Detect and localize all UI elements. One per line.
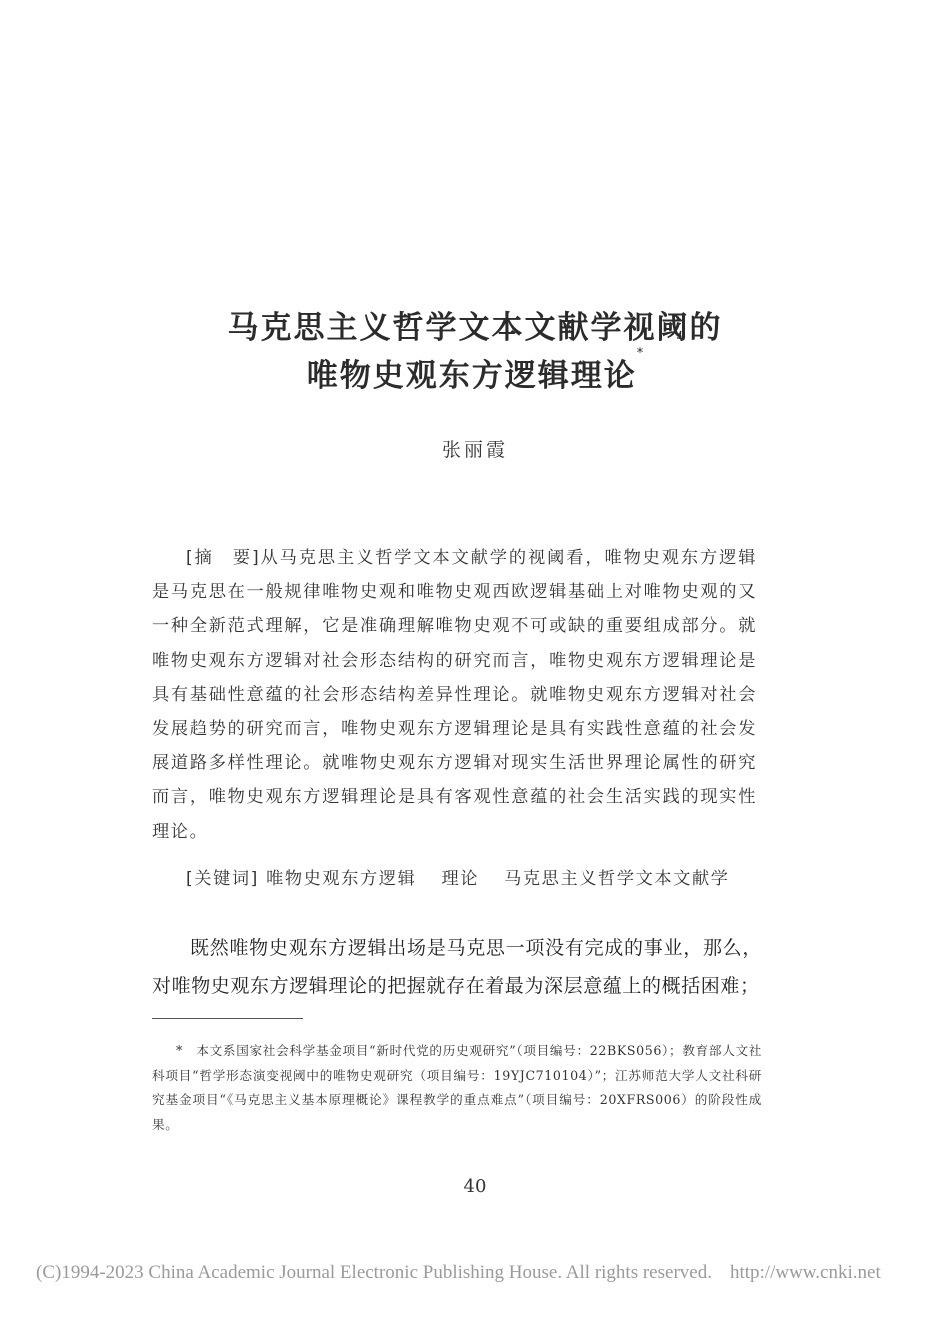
author-name: 张丽霞 <box>441 439 508 461</box>
footnote-divider <box>152 1018 303 1019</box>
body-paragraph: 既然唯物史观东方逻辑出场是马克思一项没有完成的事业，那么，对唯物史观东方逻辑理论的把握就存在着最为深层意蕴上的概括困难； <box>152 937 762 997</box>
abstract <box>152 541 757 849</box>
abstract-text: 从马克思主义哲学文本文献学的视阈看，唯物史观东方逻辑是马克思在一般规律唯物史观和唯物史观西欧逻辑基础上对唯物史观的又一种全新范式理解，它是准确理解唯物史观不可或缺的重要组成部分。就唯物史观东方逻辑对社会形态结构的研究而言，唯物史观东方逻辑理论是具有基础性意蕴的社会形态结构差异性理论。就唯物史观东方逻辑对社会发展趋势的研究而言，唯物史观东方逻辑理论是具有实践性意蕴的社会发展道路多样性理论。就唯物史观东方逻辑对现实生活世界理论属性的研究而言，唯物史观东方逻辑理论是具有客观性意蕴的社会生活实践的现实性理论。 <box>152 548 757 842</box>
title-line-2 <box>0 346 950 395</box>
title-line-1 <box>0 302 950 347</box>
footnote-text: 本文系国家社会科学基金项目“新时代党的历史观研究”（项目编号：22BKS056）；教育部人文社科项目“哲学形态演变视阈中的唯物史观研究（项目编号：19YJC710104）”；江苏师范大学人文社科研究基金项目“《马克思主义基本原理概论》课程教学的重点难点”（项目编号：20XFRS006）的阶段性成果。 <box>152 1043 762 1132</box>
title-footnote-mark[interactable]: * <box>636 346 644 361</box>
title-line-1-text: 马克思主义哲学文本文献学视阈的 <box>227 310 723 346</box>
abstract-label: [摘 要] <box>186 548 261 568</box>
keyword-item: 马克思主义哲学文本文献学 <box>504 869 730 889</box>
copyright-watermark <box>36 1262 946 1284</box>
keyword-item: 理论 <box>441 869 480 889</box>
copyright-text: (C)1994-2023 China Academic Journal Electronic Publishing House. All rights reserved. <box>36 1262 712 1283</box>
keywords <box>186 864 761 889</box>
page-number: 40 <box>463 1176 487 1197</box>
keywords-label: [关键词] <box>186 869 259 889</box>
footnote-marker: * <box>176 1043 183 1058</box>
copyright-url[interactable]: http://www.cnki.net <box>729 1262 881 1283</box>
footnote <box>152 1039 762 1137</box>
keyword-item: 唯物史观东方逻辑 <box>266 869 417 889</box>
title-line-2-text: 唯物史观东方逻辑理论 <box>306 358 637 394</box>
